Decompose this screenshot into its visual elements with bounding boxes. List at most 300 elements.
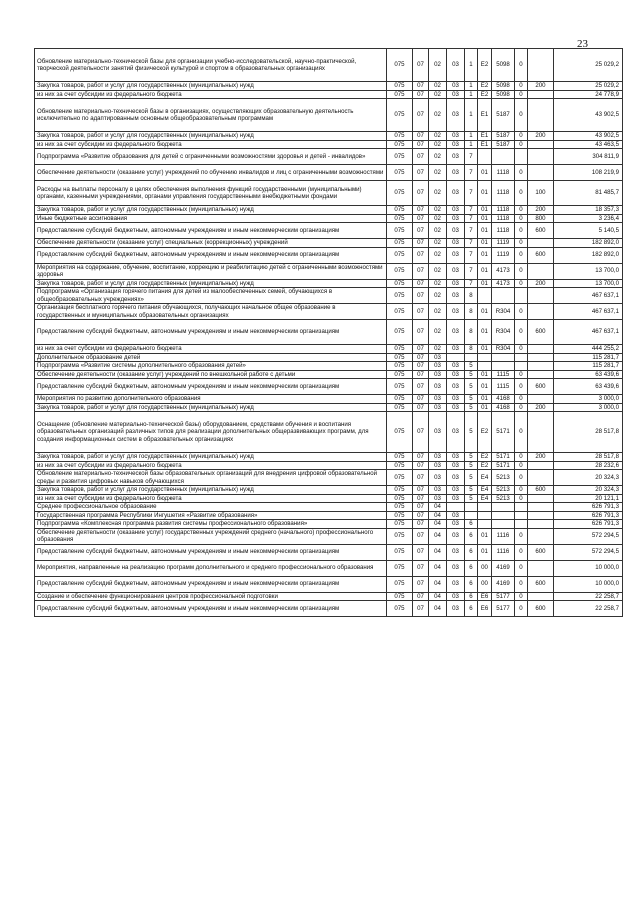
program-code-cell: 03 xyxy=(447,140,465,149)
event-code-cell: 00 xyxy=(478,560,492,576)
ministry-code-cell: 075 xyxy=(387,470,413,486)
extra-code-cell: 0 xyxy=(515,279,528,288)
extra-code-cell xyxy=(515,288,528,304)
row-name-cell: Обновление материально-технической базы образовательных организаций для внедрения цифровой образовательной среды и развития цифровых навыков обучающихся xyxy=(35,470,387,486)
table-row xyxy=(35,592,623,601)
section-code-cell: 07 xyxy=(413,403,429,412)
subsection-code-cell: 04 xyxy=(429,601,447,617)
subprogram-code-cell: 1 xyxy=(465,99,478,132)
direction-code-cell: 5171 xyxy=(492,453,515,462)
expense-type-cell xyxy=(528,470,554,486)
event-code-cell: E2 xyxy=(478,82,492,91)
direction-code-cell: 1116 xyxy=(492,544,515,560)
table-row xyxy=(35,214,623,223)
subprogram-code-cell: 6 xyxy=(465,592,478,601)
event-code-cell: E2 xyxy=(478,461,492,470)
ministry-code-cell: 075 xyxy=(387,494,413,503)
subsection-code-cell: 02 xyxy=(429,165,447,181)
subsection-code-cell: 04 xyxy=(429,560,447,576)
table-row xyxy=(35,601,623,617)
amount-cell: 63 439,6 xyxy=(554,370,623,379)
ministry-code-cell: 075 xyxy=(387,544,413,560)
extra-code-cell: 0 xyxy=(515,486,528,495)
direction-code-cell: R304 xyxy=(492,304,515,320)
amount-cell: 182 892,0 xyxy=(554,247,623,263)
extra-code-cell: 0 xyxy=(515,247,528,263)
event-code-cell xyxy=(478,520,492,529)
subprogram-code-cell: 1 xyxy=(465,82,478,91)
ministry-code-cell: 075 xyxy=(387,99,413,132)
expense-type-cell xyxy=(528,99,554,132)
event-code-cell xyxy=(478,149,492,165)
subsection-code-cell: 04 xyxy=(429,503,447,512)
direction-code-cell: 1115 xyxy=(492,370,515,379)
ministry-code-cell: 075 xyxy=(387,560,413,576)
amount-cell: 467 637,1 xyxy=(554,304,623,320)
row-name-cell: Среднее профессиональное образование xyxy=(35,503,387,512)
expense-type-cell xyxy=(528,90,554,99)
amount-cell: 25 029,2 xyxy=(554,82,623,91)
subprogram-code-cell: 7 xyxy=(465,206,478,215)
direction-code-cell: R304 xyxy=(492,345,515,354)
subsection-code-cell: 02 xyxy=(429,279,447,288)
subsection-code-cell: 03 xyxy=(429,370,447,379)
extra-code-cell: 0 xyxy=(515,304,528,320)
row-name-cell: Закупка товаров, работ и услуг для государственных (муниципальных) нужд xyxy=(35,279,387,288)
table-row xyxy=(35,362,623,371)
subsection-code-cell: 02 xyxy=(429,214,447,223)
program-code-cell: 03 xyxy=(447,181,465,206)
extra-code-cell: 0 xyxy=(515,90,528,99)
direction-code-cell xyxy=(492,520,515,529)
subsection-code-cell: 03 xyxy=(429,461,447,470)
section-code-cell: 07 xyxy=(413,494,429,503)
expense-type-cell xyxy=(528,149,554,165)
row-name-cell: Подпрограмма «Организация горячего питания для детей из малообеспеченных семей, обучающихся в общеобразовательных учреждениях» xyxy=(35,288,387,304)
amount-cell: 63 439,6 xyxy=(554,379,623,395)
section-code-cell: 07 xyxy=(413,353,429,362)
ministry-code-cell: 075 xyxy=(387,304,413,320)
subprogram-code-cell: 1 xyxy=(465,140,478,149)
table-row xyxy=(35,279,623,288)
subprogram-code-cell: 7 xyxy=(465,263,478,279)
direction-code-cell: 5213 xyxy=(492,486,515,495)
table-row xyxy=(35,90,623,99)
subprogram-code-cell: 6 xyxy=(465,528,478,544)
row-name-cell: Закупка товаров, работ и услуг для государственных (муниципальных) нужд xyxy=(35,486,387,495)
expense-type-cell xyxy=(528,140,554,149)
table-row xyxy=(35,494,623,503)
subsection-code-cell: 02 xyxy=(429,320,447,345)
section-code-cell: 07 xyxy=(413,486,429,495)
extra-code-cell: 0 xyxy=(515,601,528,617)
amount-cell: 24 778,9 xyxy=(554,90,623,99)
amount-cell: 20 121,1 xyxy=(554,494,623,503)
row-name-cell: Обеспечение деятельности (оказание услуг) специальных (коррекционных) учреждений xyxy=(35,239,387,248)
event-code-cell: 01 xyxy=(478,370,492,379)
program-code-cell: 03 xyxy=(447,320,465,345)
ministry-code-cell: 075 xyxy=(387,345,413,354)
ministry-code-cell: 075 xyxy=(387,206,413,215)
row-name-cell: Предоставление субсидий бюджетным, автономным учреждениям и иным некоммерческим организациям xyxy=(35,247,387,263)
ministry-code-cell: 075 xyxy=(387,288,413,304)
subprogram-code-cell xyxy=(465,503,478,512)
event-code-cell: E4 xyxy=(478,494,492,503)
expense-type-cell: 600 xyxy=(528,601,554,617)
extra-code-cell: 0 xyxy=(515,99,528,132)
expense-type-cell: 600 xyxy=(528,247,554,263)
extra-code-cell: 0 xyxy=(515,379,528,395)
program-code-cell: 03 xyxy=(447,520,465,529)
program-code-cell: 03 xyxy=(447,165,465,181)
section-code-cell: 07 xyxy=(413,132,429,141)
extra-code-cell: 0 xyxy=(515,544,528,560)
row-name-cell: Обновление материально-технической базы в организациях, осуществляющих образовательную деятельность исключительно по адаптированным основным общеобразовательным программам xyxy=(35,99,387,132)
expense-type-cell: 800 xyxy=(528,214,554,223)
row-name-cell: Предоставление субсидий бюджетным, автономным учреждениям и иным некоммерческим организациям xyxy=(35,379,387,395)
subprogram-code-cell: 5 xyxy=(465,370,478,379)
program-code-cell: 03 xyxy=(447,470,465,486)
program-code-cell: 03 xyxy=(447,90,465,99)
expense-type-cell: 600 xyxy=(528,320,554,345)
ministry-code-cell: 075 xyxy=(387,362,413,371)
section-code-cell: 07 xyxy=(413,99,429,132)
amount-cell: 28 517,8 xyxy=(554,453,623,462)
program-code-cell: 03 xyxy=(447,214,465,223)
program-code-cell: 03 xyxy=(447,412,465,453)
ministry-code-cell: 075 xyxy=(387,379,413,395)
row-name-cell: Расходы на выплаты персоналу в целях обеспечения выполнения функций государственными (муниципальными) органами, казенными учреждениями, органами управления государственными внебюджетными фондами xyxy=(35,181,387,206)
subprogram-code-cell: 6 xyxy=(465,520,478,529)
section-code-cell: 07 xyxy=(413,149,429,165)
extra-code-cell xyxy=(515,520,528,529)
expense-type-cell xyxy=(528,511,554,520)
section-code-cell: 07 xyxy=(413,279,429,288)
direction-code-cell: 1119 xyxy=(492,247,515,263)
expense-type-cell xyxy=(528,370,554,379)
section-code-cell: 07 xyxy=(413,247,429,263)
section-code-cell: 07 xyxy=(413,345,429,354)
event-code-cell: E6 xyxy=(478,601,492,617)
section-code-cell: 07 xyxy=(413,592,429,601)
event-code-cell: 01 xyxy=(478,206,492,215)
ministry-code-cell: 075 xyxy=(387,239,413,248)
section-code-cell: 07 xyxy=(413,511,429,520)
direction-code-cell: 5187 xyxy=(492,140,515,149)
amount-cell: 304 811,9 xyxy=(554,149,623,165)
row-name-cell: Обновление материально-технической базы для организации учебно-исследовательской, научно-практической, творческой деятельности занятий физической культурой и спортом в образовательных организациях xyxy=(35,49,387,82)
subsection-code-cell: 02 xyxy=(429,345,447,354)
subprogram-code-cell: 7 xyxy=(465,239,478,248)
subprogram-code-cell xyxy=(465,511,478,520)
row-name-cell: из них за счет субсидии из федерального бюджета xyxy=(35,461,387,470)
subprogram-code-cell: 8 xyxy=(465,304,478,320)
section-code-cell: 07 xyxy=(413,214,429,223)
subprogram-code-cell: 7 xyxy=(465,149,478,165)
subsection-code-cell: 04 xyxy=(429,576,447,592)
expense-type-cell: 600 xyxy=(528,223,554,239)
amount-cell: 467 637,1 xyxy=(554,288,623,304)
section-code-cell: 07 xyxy=(413,528,429,544)
ministry-code-cell: 075 xyxy=(387,520,413,529)
extra-code-cell: 0 xyxy=(515,82,528,91)
event-code-cell: 01 xyxy=(478,528,492,544)
subsection-code-cell: 04 xyxy=(429,544,447,560)
event-code-cell: 01 xyxy=(478,165,492,181)
subsection-code-cell: 02 xyxy=(429,132,447,141)
table-row xyxy=(35,149,623,165)
expense-type-cell xyxy=(528,165,554,181)
amount-cell: 626 791,3 xyxy=(554,511,623,520)
subprogram-code-cell: 1 xyxy=(465,132,478,141)
table-row xyxy=(35,461,623,470)
program-code-cell: 03 xyxy=(447,279,465,288)
direction-code-cell: 4173 xyxy=(492,279,515,288)
extra-code-cell: 0 xyxy=(515,239,528,248)
amount-cell: 43 463,5 xyxy=(554,140,623,149)
table-row xyxy=(35,520,623,529)
direction-code-cell: 5187 xyxy=(492,132,515,141)
ministry-code-cell: 075 xyxy=(387,320,413,345)
subprogram-code-cell: 5 xyxy=(465,395,478,404)
event-code-cell: E1 xyxy=(478,99,492,132)
direction-code-cell xyxy=(492,503,515,512)
direction-code-cell: 4169 xyxy=(492,560,515,576)
table-row xyxy=(35,49,623,82)
program-code-cell xyxy=(447,353,465,362)
amount-cell: 43 902,5 xyxy=(554,132,623,141)
subprogram-code-cell: 6 xyxy=(465,544,478,560)
table-row xyxy=(35,304,623,320)
program-code-cell: 03 xyxy=(447,494,465,503)
amount-cell: 43 902,5 xyxy=(554,99,623,132)
extra-code-cell: 0 xyxy=(515,49,528,82)
ministry-code-cell: 075 xyxy=(387,461,413,470)
extra-code-cell: 0 xyxy=(515,528,528,544)
event-code-cell: 01 xyxy=(478,181,492,206)
program-code-cell: 03 xyxy=(447,576,465,592)
subsection-code-cell: 02 xyxy=(429,82,447,91)
program-code-cell: 03 xyxy=(447,239,465,248)
subsection-code-cell: 02 xyxy=(429,247,447,263)
section-code-cell: 07 xyxy=(413,165,429,181)
direction-code-cell: 5171 xyxy=(492,461,515,470)
amount-cell: 572 294,5 xyxy=(554,544,623,560)
subprogram-code-cell: 5 xyxy=(465,379,478,395)
table-row xyxy=(35,379,623,395)
subprogram-code-cell: 7 xyxy=(465,279,478,288)
direction-code-cell: R304 xyxy=(492,320,515,345)
row-name-cell: Закупка товаров, работ и услуг для государственных (муниципальных) нужд xyxy=(35,453,387,462)
expense-type-cell: 200 xyxy=(528,82,554,91)
ministry-code-cell: 075 xyxy=(387,279,413,288)
subprogram-code-cell: 8 xyxy=(465,345,478,354)
direction-code-cell: 5177 xyxy=(492,601,515,617)
ministry-code-cell: 075 xyxy=(387,601,413,617)
ministry-code-cell: 075 xyxy=(387,528,413,544)
subsection-code-cell: 02 xyxy=(429,149,447,165)
row-name-cell: Иные бюджетные ассигнования xyxy=(35,214,387,223)
amount-cell: 5 140,5 xyxy=(554,223,623,239)
event-code-cell: 01 xyxy=(478,320,492,345)
event-code-cell: 01 xyxy=(478,304,492,320)
table-row xyxy=(35,140,623,149)
expense-type-cell xyxy=(528,494,554,503)
direction-code-cell xyxy=(492,362,515,371)
program-code-cell: 03 xyxy=(447,486,465,495)
amount-cell: 444 255,2 xyxy=(554,345,623,354)
subsection-code-cell: 02 xyxy=(429,239,447,248)
program-code-cell: 03 xyxy=(447,132,465,141)
ministry-code-cell: 075 xyxy=(387,353,413,362)
ministry-code-cell: 075 xyxy=(387,49,413,82)
section-code-cell: 07 xyxy=(413,362,429,371)
row-name-cell: Мероприятия по развитию дополнительного образования xyxy=(35,395,387,404)
ministry-code-cell: 075 xyxy=(387,576,413,592)
ministry-code-cell: 075 xyxy=(387,223,413,239)
event-code-cell: 01 xyxy=(478,395,492,404)
amount-cell: 20 324,3 xyxy=(554,486,623,495)
program-code-cell xyxy=(447,503,465,512)
section-code-cell: 07 xyxy=(413,181,429,206)
expense-type-cell xyxy=(528,592,554,601)
event-code-cell: E1 xyxy=(478,132,492,141)
expense-type-cell xyxy=(528,412,554,453)
section-code-cell: 07 xyxy=(413,90,429,99)
program-code-cell: 03 xyxy=(447,82,465,91)
program-code-cell: 03 xyxy=(447,345,465,354)
program-code-cell: 03 xyxy=(447,379,465,395)
subprogram-code-cell: 7 xyxy=(465,214,478,223)
event-code-cell: E4 xyxy=(478,470,492,486)
subsection-code-cell: 02 xyxy=(429,90,447,99)
ministry-code-cell: 075 xyxy=(387,149,413,165)
section-code-cell: 07 xyxy=(413,470,429,486)
program-code-cell: 03 xyxy=(447,206,465,215)
program-code-cell: 03 xyxy=(447,544,465,560)
subprogram-code-cell: 5 xyxy=(465,453,478,462)
subprogram-code-cell: 7 xyxy=(465,223,478,239)
row-name-cell: Закупка товаров, работ и услуг для государственных (муниципальных) нужд xyxy=(35,132,387,141)
subsection-code-cell: 02 xyxy=(429,223,447,239)
row-name-cell: Закупка товаров, работ и услуг для государственных (муниципальных) нужд xyxy=(35,82,387,91)
extra-code-cell: 0 xyxy=(515,223,528,239)
section-code-cell: 07 xyxy=(413,223,429,239)
subsection-code-cell: 02 xyxy=(429,206,447,215)
subprogram-code-cell: 5 xyxy=(465,486,478,495)
amount-cell: 28 232,6 xyxy=(554,461,623,470)
extra-code-cell: 0 xyxy=(515,560,528,576)
program-code-cell: 03 xyxy=(447,149,465,165)
amount-cell: 10 000,0 xyxy=(554,576,623,592)
event-code-cell xyxy=(478,353,492,362)
budget-table xyxy=(34,48,623,617)
expense-type-cell: 600 xyxy=(528,379,554,395)
expense-type-cell: 600 xyxy=(528,486,554,495)
program-code-cell: 03 xyxy=(447,263,465,279)
section-code-cell: 07 xyxy=(413,395,429,404)
direction-code-cell: 4169 xyxy=(492,576,515,592)
expense-type-cell xyxy=(528,395,554,404)
extra-code-cell: 0 xyxy=(515,395,528,404)
amount-cell: 13 700,0 xyxy=(554,263,623,279)
ministry-code-cell: 075 xyxy=(387,395,413,404)
subprogram-code-cell: 6 xyxy=(465,560,478,576)
direction-code-cell: 5098 xyxy=(492,82,515,91)
amount-cell: 18 357,3 xyxy=(554,206,623,215)
table-row xyxy=(35,223,623,239)
subprogram-code-cell: 5 xyxy=(465,470,478,486)
row-name-cell: из них за счет субсидии из федерального бюджета xyxy=(35,140,387,149)
subprogram-code-cell xyxy=(465,353,478,362)
expense-type-cell: 200 xyxy=(528,132,554,141)
subprogram-code-cell: 5 xyxy=(465,403,478,412)
row-name-cell: Закупка товаров, работ и услуг для государственных (муниципальных) нужд xyxy=(35,403,387,412)
section-code-cell: 07 xyxy=(413,560,429,576)
event-code-cell xyxy=(478,288,492,304)
extra-code-cell: 0 xyxy=(515,453,528,462)
section-code-cell: 07 xyxy=(413,140,429,149)
amount-cell: 81 485,7 xyxy=(554,181,623,206)
extra-code-cell: 0 xyxy=(515,263,528,279)
section-code-cell: 07 xyxy=(413,503,429,512)
amount-cell: 626 791,3 xyxy=(554,503,623,512)
table-row xyxy=(35,353,623,362)
subprogram-code-cell: 7 xyxy=(465,165,478,181)
subsection-code-cell: 03 xyxy=(429,403,447,412)
table-row xyxy=(35,453,623,462)
amount-cell: 10 000,0 xyxy=(554,560,623,576)
extra-code-cell: 0 xyxy=(515,320,528,345)
row-name-cell: из них за счет субсидии из федерального бюджета xyxy=(35,345,387,354)
ministry-code-cell: 075 xyxy=(387,412,413,453)
direction-code-cell: 1118 xyxy=(492,206,515,215)
ministry-code-cell: 075 xyxy=(387,140,413,149)
subsection-code-cell: 02 xyxy=(429,49,447,82)
direction-code-cell: 4168 xyxy=(492,395,515,404)
expense-type-cell: 200 xyxy=(528,279,554,288)
event-code-cell: 01 xyxy=(478,345,492,354)
event-code-cell: 01 xyxy=(478,403,492,412)
row-name-cell: Закупка товаров, работ и услуг для государственных (муниципальных) нужд xyxy=(35,206,387,215)
row-name-cell: Мероприятия на содержание, обучение, воспитание, коррекцию и реабилитацию детей с ограниченными возможностями здоровья xyxy=(35,263,387,279)
subsection-code-cell: 02 xyxy=(429,263,447,279)
program-code-cell: 03 xyxy=(447,601,465,617)
direction-code-cell xyxy=(492,149,515,165)
row-name-cell: Создание и обеспечение функционирования центров профессиональной подготовки xyxy=(35,592,387,601)
subsection-code-cell: 04 xyxy=(429,511,447,520)
extra-code-cell xyxy=(515,353,528,362)
subprogram-code-cell: 5 xyxy=(465,461,478,470)
subsection-code-cell: 03 xyxy=(429,379,447,395)
extra-code-cell: 0 xyxy=(515,140,528,149)
ministry-code-cell: 075 xyxy=(387,503,413,512)
ministry-code-cell: 075 xyxy=(387,403,413,412)
ministry-code-cell: 075 xyxy=(387,247,413,263)
row-name-cell: Дополнительное образование детей xyxy=(35,353,387,362)
direction-code-cell: 1118 xyxy=(492,214,515,223)
section-code-cell: 07 xyxy=(413,239,429,248)
program-code-cell: 03 xyxy=(447,370,465,379)
row-name-cell: Подпрограмма «Комплексная программа развития системы профессионального образования» xyxy=(35,520,387,529)
ministry-code-cell: 075 xyxy=(387,511,413,520)
amount-cell: 13 700,0 xyxy=(554,279,623,288)
extra-code-cell: 0 xyxy=(515,592,528,601)
direction-code-cell: 4168 xyxy=(492,403,515,412)
amount-cell: 28 517,8 xyxy=(554,412,623,453)
program-code-cell: 03 xyxy=(447,395,465,404)
ministry-code-cell: 075 xyxy=(387,132,413,141)
